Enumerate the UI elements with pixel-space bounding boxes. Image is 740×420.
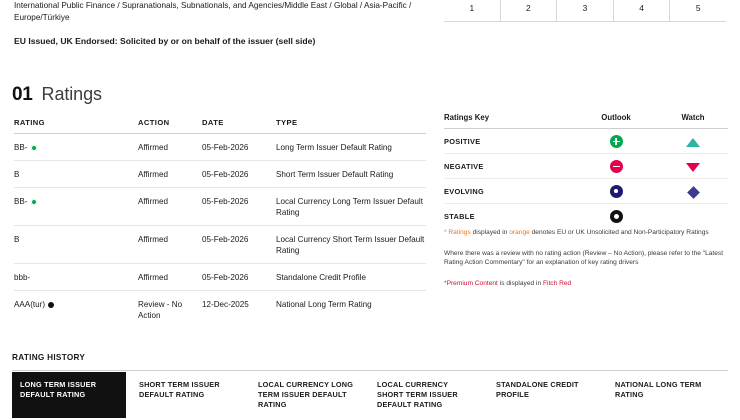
- note3-premium: Premium Content: [446, 279, 498, 287]
- rating-date: 05-Feb-2026: [202, 143, 249, 152]
- note-asterisk: *: [444, 229, 449, 236]
- outlook-positive-icon: [31, 199, 37, 205]
- tab-national-long-term-rating[interactable]: NATIONAL LONG TERM RATING: [607, 372, 721, 418]
- table-row: [14, 264, 426, 291]
- rating-history-divider: [12, 370, 728, 371]
- table-row: [14, 134, 426, 161]
- note-tail: denotes EU or UK Unsolicited and Non-Participatory Ratings: [529, 229, 709, 236]
- triangle-down-red-icon: [686, 163, 700, 172]
- ratings-key-notes: [444, 228, 728, 299]
- rating-type: Short Term Issuer Default Rating: [276, 170, 394, 179]
- eu-endorsement-note: EU Issued, UK Endorsed: Solicited by or on behalf of the issuer (sell side): [14, 36, 316, 46]
- note3-fitch-red: Fitch Red: [542, 279, 572, 287]
- table-row: [14, 226, 426, 264]
- page-number-2[interactable]: 2: [501, 0, 558, 22]
- column-header-type: TYPE: [276, 118, 298, 127]
- page-number-4[interactable]: 4: [614, 0, 671, 22]
- triangle-up-teal-icon: [686, 138, 700, 147]
- rating-value: BB-: [14, 143, 28, 152]
- ratings-key-column-outlook: Outlook: [601, 113, 631, 122]
- rating-date: 05-Feb-2026: [202, 235, 249, 244]
- ratings-key-row-evolving: [444, 179, 728, 204]
- outlook-stable-icon: [48, 302, 54, 308]
- rating-value: B: [14, 235, 20, 244]
- rating-date: 05-Feb-2026: [202, 170, 249, 179]
- page-title: [12, 84, 102, 106]
- rating-history-tabs[interactable]: [12, 372, 728, 418]
- note-ratings-word: Ratings: [448, 229, 471, 236]
- rating-action: Affirmed: [138, 197, 168, 206]
- circle-dot-navy-icon: [610, 185, 623, 198]
- ratings-key-panel: [444, 113, 728, 229]
- rating-type: Long Term Issuer Default Rating: [276, 143, 392, 152]
- note-mid: displayed in: [470, 229, 510, 236]
- page-number-3[interactable]: 3: [557, 0, 614, 22]
- rating-value: bbb-: [14, 273, 31, 282]
- ratings-key-label: POSITIVE: [444, 136, 481, 146]
- ratings-key-label: NEGATIVE: [444, 161, 484, 171]
- page-number-1[interactable]: 1: [444, 0, 501, 22]
- rating-date: 05-Feb-2026: [202, 273, 249, 282]
- rating-date: 05-Feb-2026: [202, 197, 249, 206]
- ratings-key-column-watch: Watch: [681, 113, 705, 122]
- rating-type: National Long Term Rating: [276, 300, 372, 309]
- ratings-key-label: EVOLVING: [444, 186, 485, 196]
- breadcrumb-line-2: Europe/Türkiye: [14, 12, 70, 22]
- table-row: [14, 188, 426, 226]
- ratings-key-row-positive: [444, 129, 728, 154]
- column-header-date: DATE: [202, 118, 224, 127]
- note-unsolicited: [444, 228, 728, 238]
- table-row: [14, 161, 426, 188]
- rating-date: 12-Dec-2025: [202, 300, 249, 309]
- breadcrumb-line-1: International Public Finance / Supranationals, Subnationals, and Agencies/Middle East / Global / Asia-Pacific /: [14, 1, 412, 10]
- tab-local-currency-short-term-issuer-default-rating[interactable]: LOCAL CURRENCY SHORT TERM ISSUER DEFAULT RATING: [369, 372, 483, 418]
- column-header-action: ACTION: [138, 118, 170, 127]
- circle-minus-red-icon: [610, 160, 623, 173]
- tab-long-term-issuer-default-rating[interactable]: LONG TERM ISSUER DEFAULT RATING: [12, 372, 126, 418]
- breadcrumb-block: [14, 0, 434, 47]
- ratings-key-row-negative: [444, 154, 728, 179]
- note3-mid: is displayed in: [497, 279, 543, 287]
- pagination-divider: [444, 21, 726, 22]
- note-review-no-action: Where there was a review with no rating action (Review – No Action), please refer to the "Latest Rating Action Commentary" for an explanation of key rating drivers: [444, 249, 724, 266]
- outlook-positive-icon: [31, 145, 37, 151]
- column-header-rating: RATING: [14, 118, 45, 127]
- table-header-row: [14, 118, 426, 134]
- tab-standalone-credit-profile[interactable]: STANDALONE CREDIT PROFILE: [488, 372, 602, 418]
- rating-action: Affirmed: [138, 170, 168, 179]
- circle-plus-green-icon: [610, 135, 623, 148]
- ratings-key-row-stable: [444, 204, 728, 229]
- rating-action: Review - No Action: [138, 300, 183, 320]
- diamond-navy-icon: [687, 186, 700, 199]
- tab-local-currency-long-term-issuer-default-rating[interactable]: LOCAL CURRENCY LONG TERM ISSUER DEFAULT RATING: [250, 372, 364, 418]
- note-orange-word: orange: [509, 229, 530, 236]
- rating-type: Local Currency Short Term Issuer Default Rating: [276, 235, 425, 255]
- circle-open-black-icon: [610, 210, 623, 223]
- ratings-table: [14, 118, 426, 328]
- rating-value: BB-: [14, 197, 28, 206]
- rating-type: Standalone Credit Profile: [276, 273, 366, 282]
- note3-asterisk: *: [444, 279, 447, 287]
- rating-history-title: RATING HISTORY: [12, 353, 86, 362]
- ratings-key-header: [444, 113, 728, 129]
- page-number-5[interactable]: 5: [695, 3, 701, 13]
- section-title: Ratings: [41, 84, 102, 104]
- ratings-key-title: Ratings Key: [444, 113, 490, 122]
- rating-value: AAA(tur): [14, 300, 46, 309]
- pagination[interactable]: [444, 0, 726, 22]
- note-premium-content: [444, 279, 728, 289]
- tab-short-term-issuer-default-rating[interactable]: SHORT TERM ISSUER DEFAULT RATING: [131, 372, 245, 418]
- rating-type: Local Currency Long Term Issuer Default Rating: [276, 197, 423, 217]
- rating-value: B: [14, 170, 20, 179]
- table-row: [14, 291, 426, 328]
- breadcrumb: [14, 0, 434, 23]
- rating-action: Affirmed: [138, 143, 168, 152]
- section-number: 01: [12, 84, 33, 105]
- rating-action: Affirmed: [138, 273, 168, 282]
- ratings-key-label: STABLE: [444, 212, 475, 221]
- rating-action: Affirmed: [138, 235, 168, 244]
